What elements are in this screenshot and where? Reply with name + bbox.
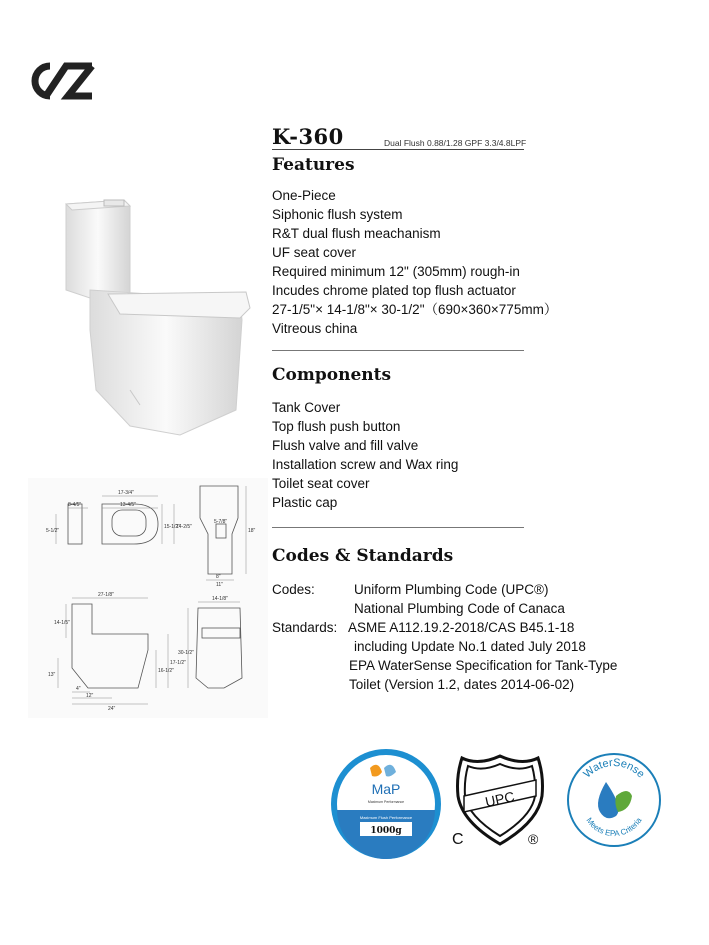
- upc-text: UPC: [483, 788, 516, 810]
- section-divider: [272, 527, 524, 528]
- toilet-photo: [60, 190, 260, 450]
- feature-item: R&T dual flush meachanism: [272, 226, 441, 241]
- dim-side-b2: 12": [86, 693, 94, 699]
- upc-certification-icon: [450, 752, 550, 852]
- dim-front-w1: 5-7/8": [214, 519, 228, 525]
- dim-top-w2: 13-4/5": [120, 502, 136, 508]
- feature-item: Siphonic flush system: [272, 207, 403, 222]
- dim-side-h4: 13": [48, 672, 56, 678]
- dim-top-w1: 17-3/4": [118, 490, 134, 496]
- standard-line: including Update No.1 dated July 2018: [354, 639, 586, 654]
- upc-registered-mark: ®: [528, 831, 539, 847]
- component-item: Flush valve and fill valve: [272, 438, 419, 453]
- header-divider: [272, 149, 524, 150]
- component-item: Tank Cover: [272, 400, 341, 415]
- code-line: National Plumbing Code of Canaca: [354, 601, 565, 616]
- feature-item: UF seat cover: [272, 245, 357, 260]
- map-badge: [330, 748, 442, 860]
- upc-c-mark: C: [452, 831, 464, 848]
- codes-block: [272, 580, 618, 694]
- dim-back-w: 14-1/8": [212, 596, 228, 602]
- dim-side-w: 27-1/8": [98, 592, 114, 598]
- dim-front-h: 18": [248, 528, 256, 534]
- dim-back-h: 30-1/2": [178, 650, 194, 656]
- dim-side-b3: 24": [108, 706, 116, 712]
- dim-front-w3: 8": [216, 574, 221, 580]
- feature-item: Incudes chrome plated top flush actuator: [272, 283, 516, 298]
- map-title: MaP: [371, 781, 401, 797]
- standards-label: Standards:: [272, 620, 338, 635]
- section-divider: [272, 350, 524, 351]
- map-band: Maximum Flush Performance: [359, 815, 413, 820]
- codes-label: Codes:: [272, 582, 315, 597]
- feature-item: Vitreous china: [272, 321, 358, 336]
- dim-side-h3: 17-1/2": [170, 660, 186, 666]
- dim-top-h3: 5-1/2": [46, 528, 60, 534]
- feature-item: 27-1/5"× 14-1/8"× 30-1/2"（690×360×775mm）: [272, 302, 558, 317]
- component-item: Top flush push button: [272, 419, 401, 434]
- feature-item: One-Piece: [272, 188, 336, 203]
- codes-heading: Codes & Standards: [272, 546, 454, 566]
- dim-top-w3: 8-4/5": [68, 502, 82, 508]
- dim-top-h1: 15-1/2": [164, 524, 180, 530]
- flush-spec: Dual Flush 0.88/1.28 GPF 3.3/4.8LPF: [384, 138, 527, 148]
- watersense-icon: [566, 752, 662, 848]
- dim-side-h1: 14-1/5": [54, 620, 70, 626]
- component-item: Toilet seat cover: [272, 476, 370, 491]
- watersense-title: WaterSense: [581, 756, 647, 781]
- map-subtitle: Maximum Performance: [367, 800, 405, 804]
- component-item: Installation screw and Wax ring: [272, 457, 459, 472]
- brand-logo: [26, 56, 98, 106]
- dim-front-w2: 11": [216, 582, 223, 588]
- standard-line: ASME A112.19.2-2018/CAS B45.1-18: [348, 620, 575, 635]
- component-item: Plastic cap: [272, 495, 338, 510]
- components-list: [272, 398, 458, 512]
- dim-side-h2: 16-1/2": [158, 668, 174, 674]
- dim-top-h2: 14-2/5": [176, 524, 192, 530]
- watersense-subtitle: Meets EPA Criteria: [584, 815, 644, 839]
- standard-line: Toilet (Version 1.2, dates 2014-06-02): [349, 677, 575, 692]
- dim-side-b1: 4": [76, 686, 81, 692]
- feature-item: Required minimum 12" (305mm) rough-in: [272, 264, 520, 279]
- features-heading: Features: [272, 155, 355, 175]
- features-list: [272, 186, 557, 338]
- components-heading: Components: [272, 365, 392, 385]
- code-line: Uniform Plumbing Code (UPC®): [354, 582, 549, 597]
- dimension-drawing: [28, 478, 268, 718]
- model-number: K-360: [272, 124, 344, 149]
- map-score: 1000g: [370, 826, 402, 836]
- standard-line: EPA WaterSense Specification for Tank-Type: [349, 658, 618, 673]
